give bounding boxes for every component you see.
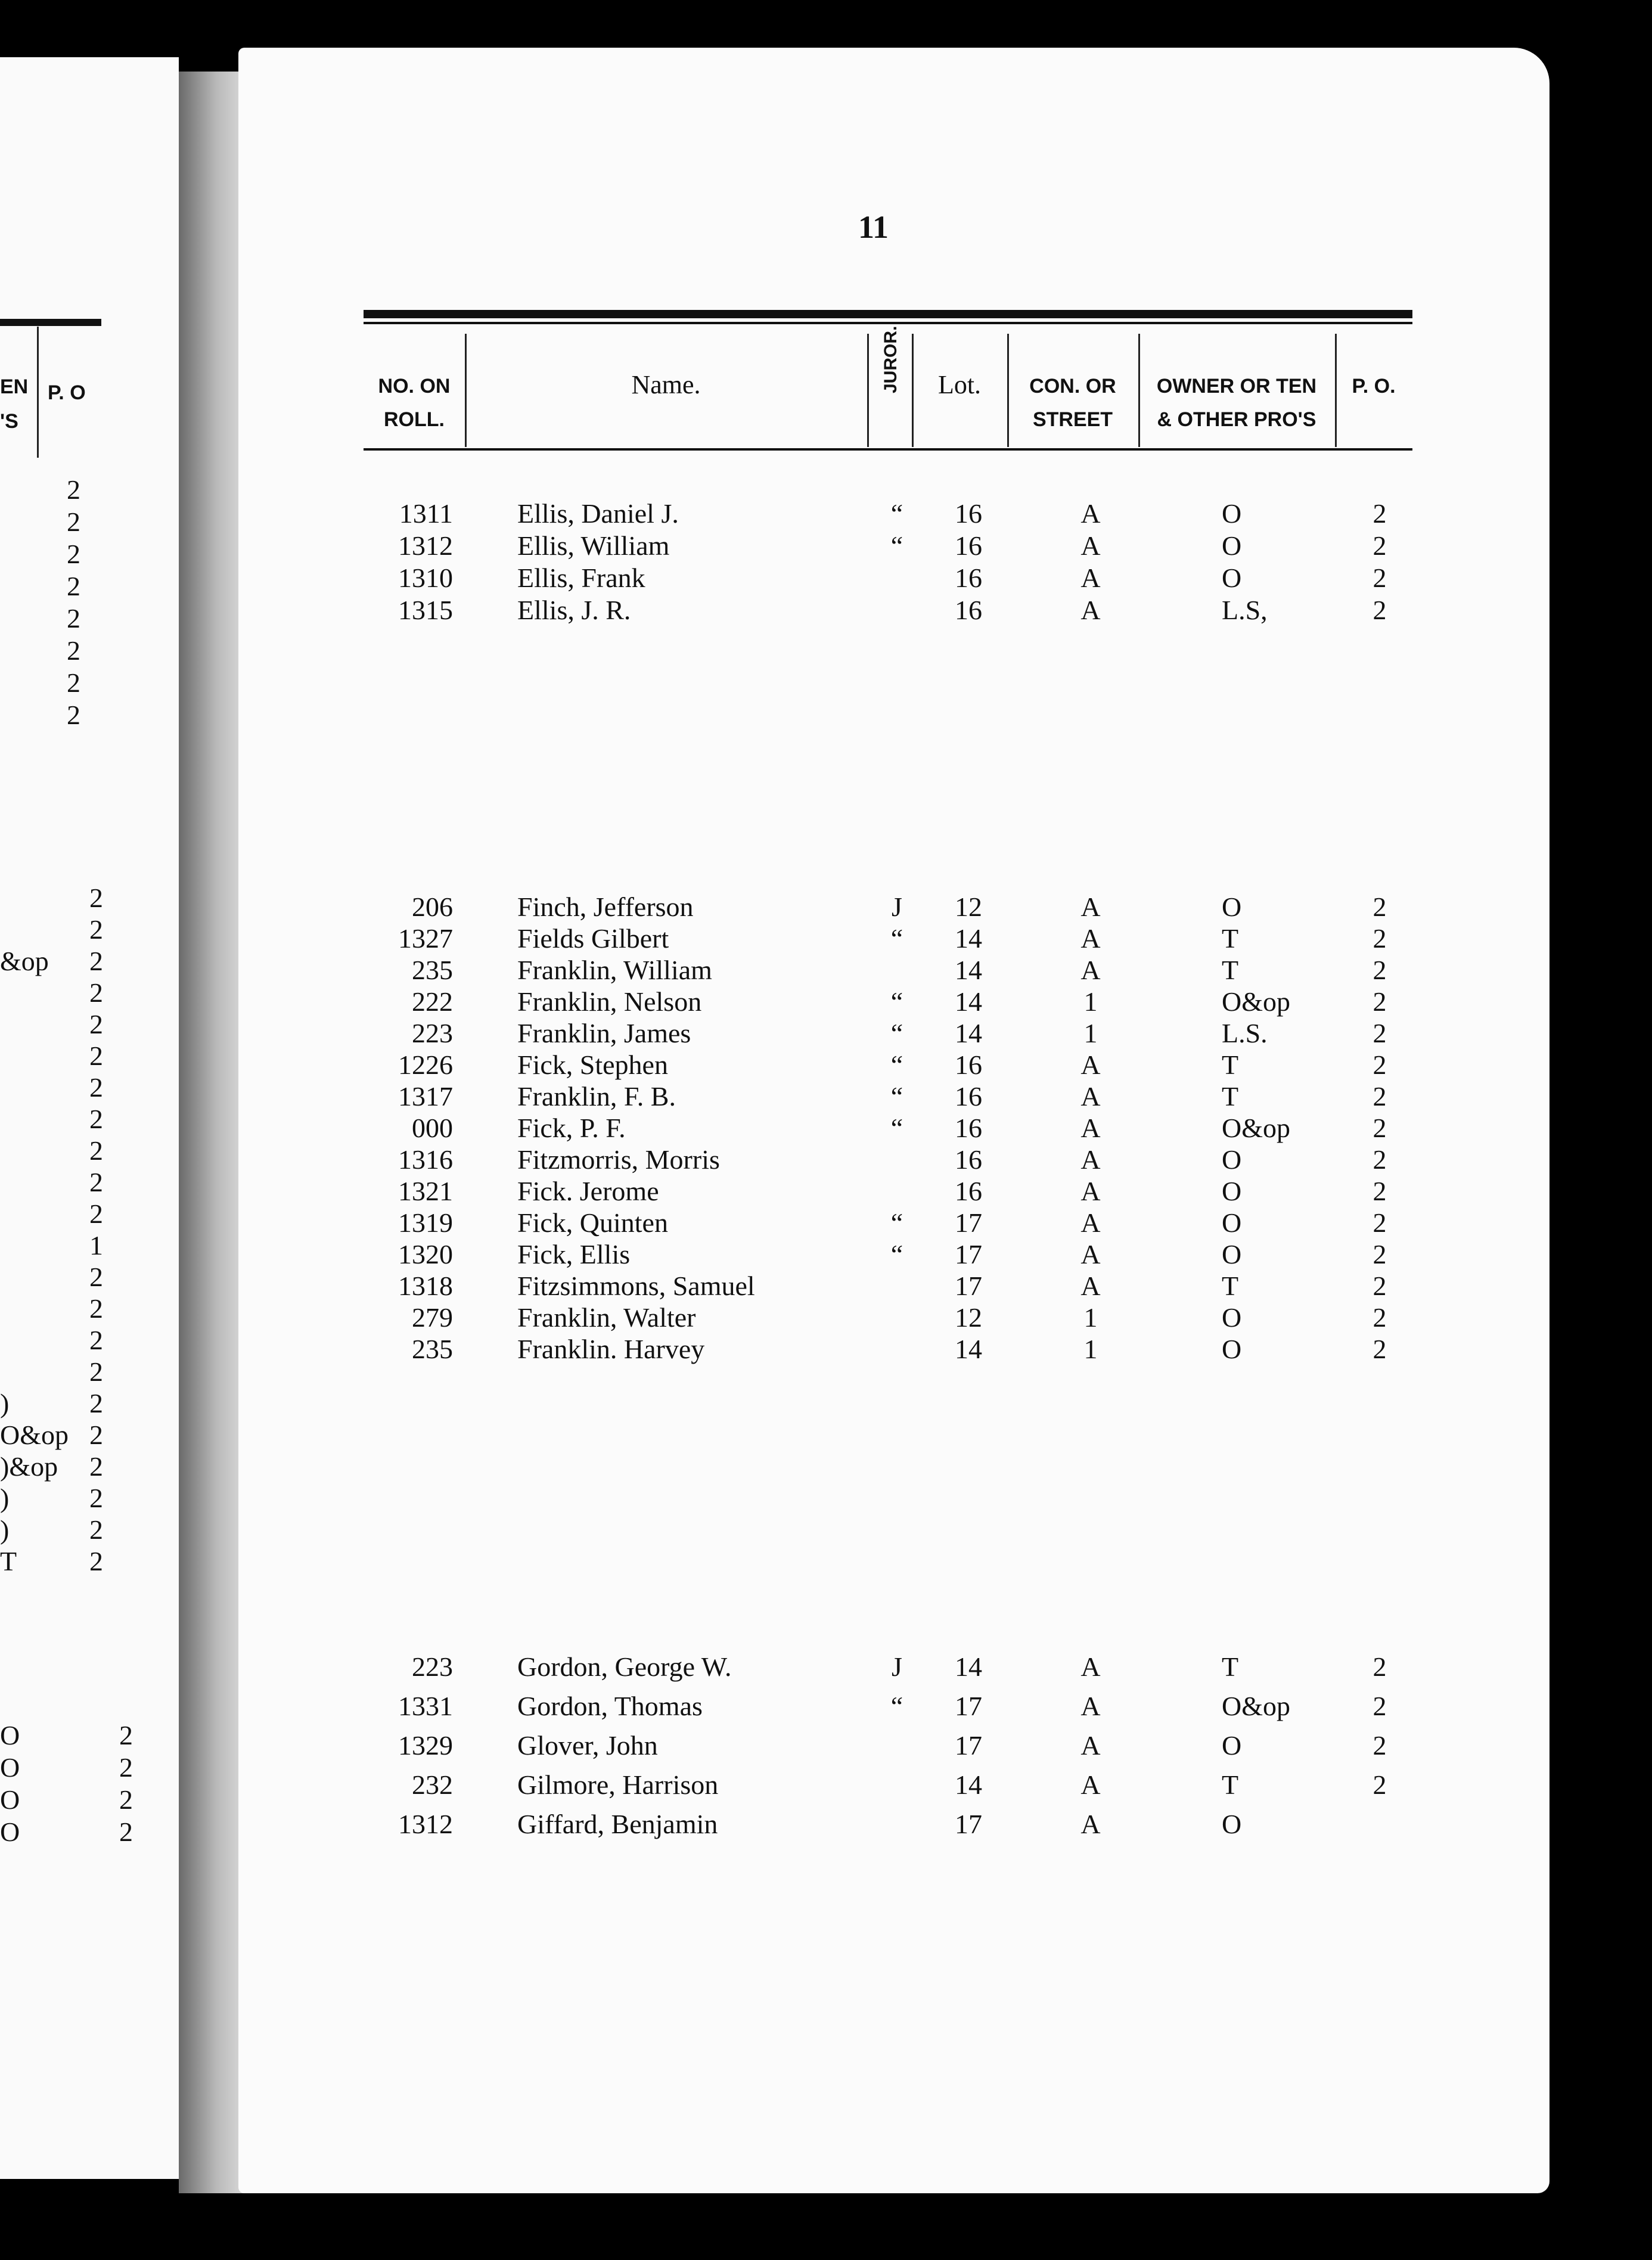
table-row (0, 1207, 1652, 1239)
column-divider (867, 334, 869, 447)
header-rule-top-thin (364, 322, 1412, 324)
left-po-value: 2 (89, 1041, 103, 1071)
cell-lot: 12 (955, 1302, 982, 1333)
left-po-value: 2 (89, 883, 103, 913)
cell-lot: 16 (955, 530, 982, 561)
cell-owner-status: T (1222, 1271, 1239, 1301)
cell-roll-number: 1310 (398, 563, 453, 593)
left-po-value: 2 (67, 539, 80, 569)
table-row (0, 954, 1652, 986)
cell-name: Ellis, Daniel J. (517, 498, 679, 529)
cell-lot: 17 (955, 1691, 982, 1721)
cell-lot: 17 (955, 1730, 982, 1761)
cell-name: Fields Gilbert (517, 923, 669, 954)
cell-owner-status: O (1222, 1730, 1242, 1761)
cell-concession: A (1080, 1769, 1101, 1800)
cell-post-office: 2 (1372, 1081, 1387, 1112)
cell-name: Fick, P. F. (517, 1113, 626, 1143)
left-po-value: 2 (67, 571, 80, 601)
table-row (0, 923, 1652, 955)
cell-roll-number: 000 (412, 1113, 453, 1143)
cell-owner-status: T (1222, 955, 1239, 985)
cell-post-office: 2 (1372, 1113, 1387, 1143)
cell-roll-number: 1327 (398, 923, 453, 954)
cell-owner-status: O (1222, 1809, 1242, 1839)
left-owner-value: O (0, 1784, 20, 1815)
left-po-value: 2 (119, 1752, 133, 1783)
cell-concession: A (1080, 1050, 1101, 1080)
left-owner-value: ) (0, 1388, 10, 1418)
cell-lot: 16 (955, 563, 982, 593)
cell-juror-mark: J (892, 1651, 902, 1682)
cell-name: Franklin, James (517, 1018, 691, 1048)
table-row (0, 498, 1652, 530)
cell-lot: 14 (955, 923, 982, 954)
left-header-owner: EN (0, 375, 29, 398)
cell-owner-status: O (1222, 530, 1242, 561)
cell-owner-status: L.S. (1222, 1018, 1268, 1048)
cell-name: Fick. Jerome (517, 1176, 659, 1206)
cell-lot: 14 (955, 1651, 982, 1682)
cell-owner-status: O (1222, 1176, 1242, 1206)
cell-post-office: 2 (1372, 1144, 1387, 1175)
cell-name: Franklin, Nelson (517, 986, 702, 1017)
left-po-value: 2 (89, 1546, 103, 1576)
cell-name: Fick, Quinten (517, 1207, 668, 1238)
table-row (0, 1017, 1652, 1050)
cell-name: Franklin, William (517, 955, 712, 985)
cell-post-office: 2 (1372, 1730, 1387, 1761)
cell-roll-number: 232 (412, 1769, 453, 1800)
cell-concession: A (1080, 498, 1101, 529)
cell-post-office: 2 (1372, 1769, 1387, 1800)
cell-juror-mark: “ (890, 498, 903, 529)
cell-owner-status: O (1222, 1239, 1242, 1269)
cell-concession: 1 (1083, 1334, 1098, 1364)
cell-juror-mark: “ (890, 1239, 903, 1269)
table-row (0, 986, 1652, 1018)
cell-concession: A (1080, 1176, 1101, 1206)
cell-owner-status: O (1222, 1207, 1242, 1238)
cell-lot: 12 (955, 892, 982, 922)
cell-lot: 16 (955, 595, 982, 625)
cell-name: Franklin, Walter (517, 1302, 696, 1333)
cell-lot: 14 (955, 1018, 982, 1048)
cell-post-office: 2 (1372, 1651, 1387, 1682)
table-row (0, 1175, 1652, 1207)
left-owner-value: O (0, 1752, 20, 1783)
header-rule-bottom (364, 448, 1412, 451)
cell-roll-number: 235 (412, 955, 453, 985)
cell-concession: A (1080, 563, 1101, 593)
cell-juror-mark: “ (890, 1691, 903, 1721)
cell-lot: 14 (955, 986, 982, 1017)
header-owner-line1: OWNER OR TEN (1156, 375, 1317, 398)
cell-roll-number: 1312 (398, 530, 453, 561)
cell-name: Fitzsimmons, Samuel (517, 1271, 755, 1301)
cell-lot: 17 (955, 1207, 982, 1238)
cell-concession: A (1080, 1113, 1101, 1143)
left-owner-value: T (0, 1546, 17, 1576)
header-con-line2: STREET (1032, 408, 1113, 431)
left-po-value: 2 (89, 1356, 103, 1387)
left-po-value: 2 (67, 603, 80, 634)
table-row (0, 1112, 1652, 1144)
cell-post-office: 2 (1372, 530, 1387, 561)
cell-lot: 16 (955, 1081, 982, 1112)
cell-owner-status: L.S, (1222, 595, 1268, 625)
cell-roll-number: 1331 (398, 1691, 453, 1721)
left-po-value: 2 (89, 1293, 103, 1324)
cell-roll-number: 1315 (398, 595, 453, 625)
cell-lot: 16 (955, 1176, 982, 1206)
cell-post-office: 2 (1372, 892, 1387, 922)
cell-owner-status: T (1222, 1050, 1239, 1080)
cell-owner-status: O&op (1222, 1691, 1290, 1721)
cell-lot: 16 (955, 1050, 982, 1080)
cell-roll-number: 223 (412, 1018, 453, 1048)
cell-post-office: 2 (1372, 1334, 1387, 1364)
cell-roll-number: 1312 (398, 1809, 453, 1839)
left-po-value: 2 (67, 668, 80, 698)
header-no-on-roll (364, 370, 465, 436)
cell-lot: 14 (955, 1334, 982, 1364)
cell-roll-number: 1316 (398, 1144, 453, 1175)
cell-owner-status: O (1222, 498, 1242, 529)
table-row (0, 594, 1652, 626)
left-po-value: 2 (67, 507, 80, 537)
table-row (0, 1049, 1652, 1081)
left-po-value: 2 (119, 1720, 133, 1750)
cell-roll-number: 235 (412, 1334, 453, 1364)
left-po-value: 2 (89, 977, 103, 1008)
cell-post-office: 2 (1372, 1239, 1387, 1269)
cell-roll-number: 1329 (398, 1730, 453, 1761)
table-row (0, 1769, 1652, 1801)
header-no-on-roll-line2: ROLL. (384, 408, 445, 431)
left-header-owner-2: 'S (0, 410, 18, 433)
table-row (0, 1690, 1652, 1722)
cell-roll-number: 1319 (398, 1207, 453, 1238)
cell-post-office: 2 (1372, 1207, 1387, 1238)
page-number: 11 (858, 209, 889, 245)
left-owner-value: ) (0, 1514, 10, 1545)
cell-name: Giffard, Benjamin (517, 1809, 718, 1839)
cell-post-office: 2 (1372, 955, 1387, 985)
table-row (0, 891, 1652, 923)
cell-post-office: 2 (1372, 1050, 1387, 1080)
left-owner-value: ) (0, 1483, 10, 1513)
cell-owner-status: T (1222, 923, 1239, 954)
cell-name: Ellis, J. R. (517, 595, 631, 625)
cell-name: Gordon, Thomas (517, 1691, 703, 1721)
left-po-value: 2 (67, 700, 80, 730)
table-row (0, 1302, 1652, 1334)
cell-lot: 14 (955, 955, 982, 985)
left-owner-value: O (0, 1720, 20, 1750)
table-row (0, 1270, 1652, 1302)
table-row (0, 530, 1652, 562)
left-po-value: 2 (89, 1483, 103, 1513)
left-po-value: 2 (67, 474, 80, 505)
header-juror: JUROR. (881, 325, 900, 393)
cell-post-office: 2 (1372, 923, 1387, 954)
cell-name: Franklin, F. B. (517, 1081, 676, 1112)
cell-juror-mark: “ (890, 986, 903, 1017)
cell-name: Fick, Stephen (517, 1050, 668, 1080)
left-column-divider (37, 327, 39, 458)
left-po-value: 2 (89, 1514, 103, 1545)
cell-roll-number: 279 (412, 1302, 453, 1333)
left-po-value: 2 (89, 914, 103, 945)
left-po-value: 2 (89, 946, 103, 976)
cell-roll-number: 223 (412, 1651, 453, 1682)
left-po-value: 2 (89, 1009, 103, 1039)
cell-name: Gordon, George W. (517, 1651, 732, 1682)
cell-post-office: 2 (1372, 595, 1387, 625)
left-po-value: 2 (89, 1451, 103, 1482)
cell-concession: A (1080, 1271, 1101, 1301)
cell-juror-mark: J (892, 892, 902, 922)
cell-concession: A (1080, 1081, 1101, 1112)
left-po-value: 2 (89, 1104, 103, 1134)
cell-concession: 1 (1083, 1302, 1098, 1333)
left-owner-value: O&op (0, 1420, 69, 1450)
cell-post-office: 2 (1372, 1018, 1387, 1048)
cell-post-office: 2 (1372, 1691, 1387, 1721)
cell-concession: A (1080, 1730, 1101, 1761)
cell-owner-status: O&op (1222, 1113, 1290, 1143)
cell-roll-number: 1321 (398, 1176, 453, 1206)
cell-juror-mark: “ (890, 1018, 903, 1048)
table-row (0, 1081, 1652, 1113)
cell-post-office: 2 (1372, 986, 1387, 1017)
cell-concession: A (1080, 530, 1101, 561)
cell-name: Fick, Ellis (517, 1239, 631, 1269)
header-name: Name. (631, 370, 701, 399)
left-po-value: 2 (89, 1167, 103, 1197)
cell-owner-status: O&op (1222, 986, 1290, 1017)
header-owner-line2: & OTHER PRO'S (1157, 408, 1316, 431)
left-po-value: 2 (89, 1325, 103, 1355)
left-po-value: 2 (89, 1199, 103, 1229)
cell-owner-status: T (1222, 1081, 1239, 1112)
cell-roll-number: 222 (412, 986, 453, 1017)
cell-juror-mark: “ (890, 1207, 903, 1238)
left-po-value: 2 (89, 1135, 103, 1166)
left-owner-value: &op (0, 946, 49, 976)
table-row (0, 1333, 1652, 1365)
header-po: P. O. (1352, 375, 1396, 398)
table-row (0, 1651, 1652, 1683)
cell-name: Franklin. Harvey (517, 1334, 705, 1364)
cell-post-office: 2 (1372, 563, 1387, 593)
cell-roll-number: 1318 (398, 1271, 453, 1301)
cell-owner-status: O (1222, 563, 1242, 593)
cell-concession: A (1080, 1207, 1101, 1238)
cell-concession: 1 (1083, 986, 1098, 1017)
header-owner-or-tenant (1138, 370, 1335, 436)
cell-name: Gilmore, Harrison (517, 1769, 719, 1800)
cell-post-office: 2 (1372, 498, 1387, 529)
left-owner-value: O (0, 1817, 20, 1847)
left-po-value: 2 (67, 635, 80, 666)
cell-roll-number: 1311 (399, 498, 453, 529)
cell-roll-number: 1317 (398, 1081, 453, 1112)
left-po-value: 2 (89, 1262, 103, 1292)
left-po-value: 2 (119, 1784, 133, 1815)
header-con-or-street (1007, 370, 1138, 436)
left-po-value: 1 (89, 1230, 103, 1261)
cell-roll-number: 206 (412, 892, 453, 922)
left-header-po: P. O (48, 381, 86, 404)
cell-lot: 16 (955, 1144, 982, 1175)
cell-juror-mark: “ (890, 1050, 903, 1080)
header-no-on-roll-line1: NO. ON (378, 375, 451, 398)
cell-concession: A (1080, 1144, 1101, 1175)
cell-owner-status: O (1222, 1144, 1242, 1175)
cell-concession: A (1080, 892, 1101, 922)
cell-name: Fitzmorris, Morris (517, 1144, 720, 1175)
cell-concession: A (1080, 1809, 1101, 1839)
cell-name: Ellis, Frank (517, 563, 645, 593)
cell-concession: A (1080, 923, 1101, 954)
cell-concession: A (1080, 1691, 1101, 1721)
cell-post-office: 2 (1372, 1302, 1387, 1333)
cell-lot: 17 (955, 1271, 982, 1301)
cell-owner-status: O (1222, 1302, 1242, 1333)
cell-name: Finch, Jefferson (517, 892, 694, 922)
cell-owner-status: T (1222, 1651, 1239, 1682)
cell-post-office: 2 (1372, 1176, 1387, 1206)
cell-post-office: 2 (1372, 1271, 1387, 1301)
cell-concession: A (1080, 595, 1101, 625)
cell-name: Glover, John (517, 1730, 658, 1761)
cell-lot: 17 (955, 1809, 982, 1839)
header-lot: Lot. (937, 370, 982, 399)
cell-juror-mark: “ (890, 1081, 903, 1112)
cell-roll-number: 1320 (398, 1239, 453, 1269)
cell-owner-status: O (1222, 1334, 1242, 1364)
cell-concession: A (1080, 1239, 1101, 1269)
cell-lot: 16 (955, 498, 982, 529)
cell-concession: A (1080, 955, 1101, 985)
header-rule-top (364, 310, 1412, 318)
table-row (0, 1808, 1652, 1840)
table-row (0, 1144, 1652, 1176)
cell-concession: A (1080, 1651, 1101, 1682)
cell-lot: 17 (955, 1239, 982, 1269)
table-row (0, 1730, 1652, 1762)
cell-concession: 1 (1083, 1018, 1098, 1048)
cell-juror-mark: “ (890, 923, 903, 954)
cell-owner-status: T (1222, 1769, 1239, 1800)
cell-owner-status: O (1222, 892, 1242, 922)
cell-name: Ellis, William (517, 530, 670, 561)
left-owner-value: )&op (0, 1451, 58, 1482)
left-po-value: 2 (89, 1072, 103, 1103)
cell-lot: 16 (955, 1113, 982, 1143)
header-con-line1: CON. OR (1029, 375, 1116, 398)
table-row (0, 1238, 1652, 1271)
cell-juror-mark: “ (890, 530, 903, 561)
table-row (0, 562, 1652, 594)
left-po-value: 2 (89, 1388, 103, 1418)
cell-lot: 14 (955, 1769, 982, 1800)
cell-juror-mark: “ (890, 1113, 903, 1143)
left-po-value: 2 (119, 1817, 133, 1847)
left-po-value: 2 (89, 1420, 103, 1450)
left-header-rule (0, 319, 101, 326)
cell-roll-number: 1226 (398, 1050, 453, 1080)
